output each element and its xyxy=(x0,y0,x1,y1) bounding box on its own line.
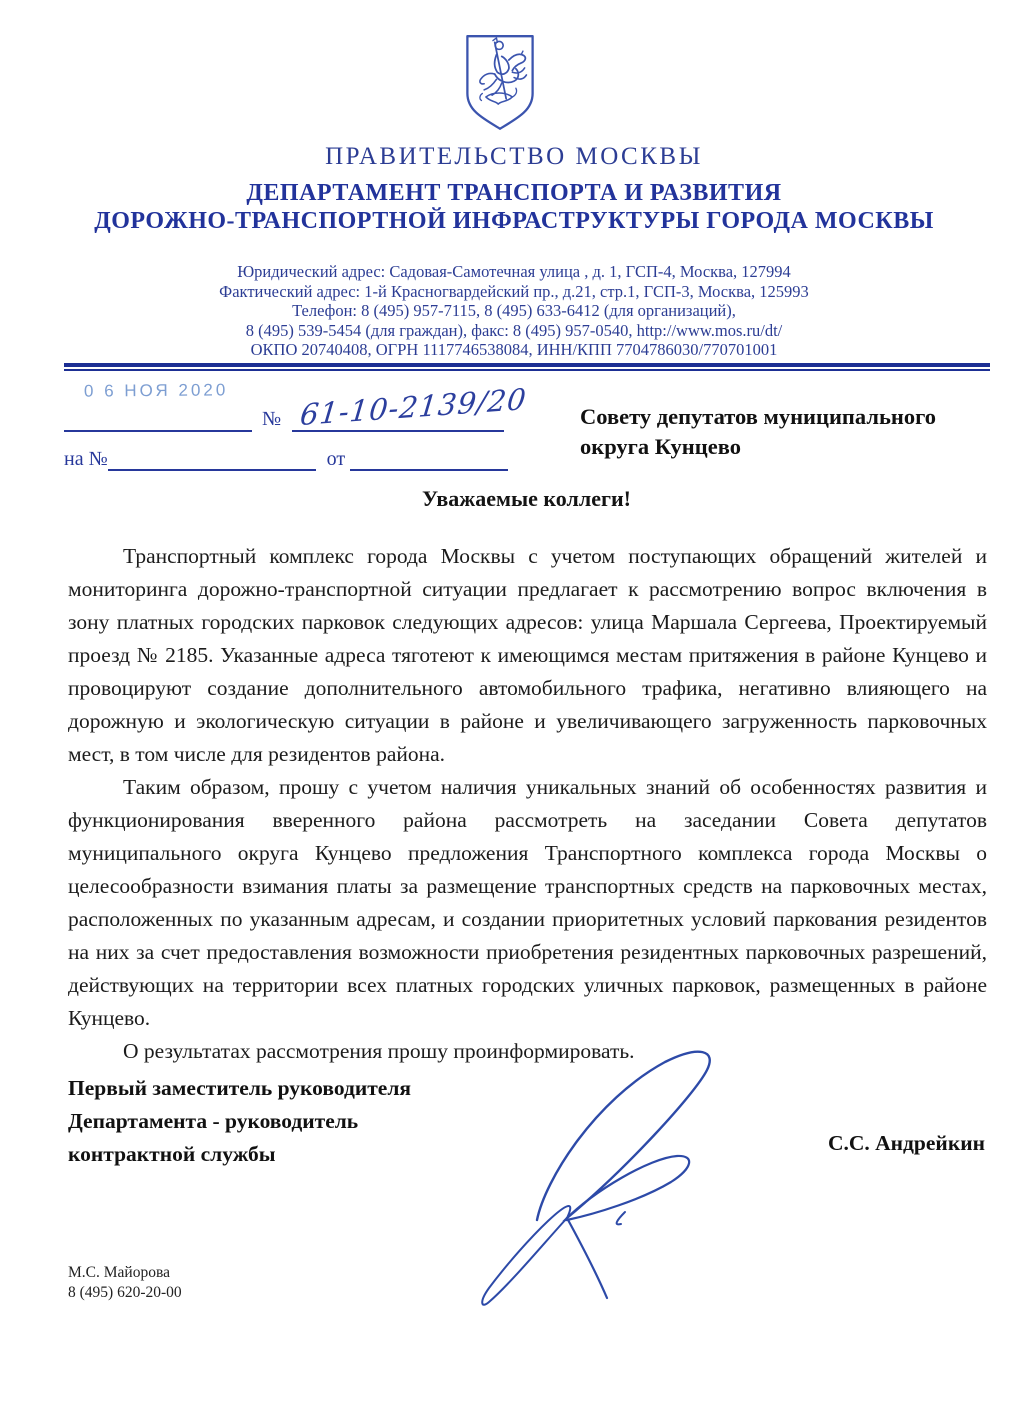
letter-body xyxy=(68,540,987,1068)
on-number-label: на № xyxy=(64,448,108,470)
from-label: от xyxy=(326,448,346,470)
number-label: № xyxy=(262,408,282,430)
phone-line-2: 8 (495) 539-5454 (для граждан), факс: 8 (495) 957-0540, http://www.mos.ru/dt/ xyxy=(245,320,783,340)
executor-block xyxy=(68,1263,182,1303)
body-paragraph-2: Таким образом, прошу с учетом наличия уникальных знаний об особенностях развития и функционирования вверенного района рассмотреть на заседании Совета депутатов муниципального округа Кунцево предложения Транспортного комплекса города Москвы о целесообразности взимания платы за размещение транспортных средств на парковочных местах, расположенных по указанным адресам, и создании приоритетных условий паркования резидентов на них за счет предоставления возможности приобретения резидентных парковочных разрешений, действующих на территории всех платных городских уличных парковок, размещенных в районе Кунцево. xyxy=(68,775,987,1030)
registration-codes: ОКПО 20740408, ОГРН 1117746538084, ИНН/КПП 7704786030/770701001 xyxy=(250,340,778,359)
signer-position-block xyxy=(68,1072,498,1171)
from-blank xyxy=(350,451,508,471)
phone-line-1: Телефон: 8 (495) 957-7115, 8 (495) 633-6412 (для организаций), xyxy=(292,301,736,320)
department-title-line1: ДЕПАРТАМЕНТ ТРАНСПОРТА И РАЗВИТИЯ xyxy=(246,180,782,206)
body-paragraph-3: О результатах рассмотрения прошу проинформировать. xyxy=(123,1039,635,1063)
salutation: Уважаемые коллеги! xyxy=(422,486,631,511)
letterhead-address-block xyxy=(64,262,964,360)
signer-name: С.С. Андрейкин xyxy=(827,1131,985,1155)
moscow-coat-of-arms-icon xyxy=(455,30,545,134)
signer-position-line3: контрактной службы xyxy=(68,1142,276,1166)
legal-address: Юридический адрес: Садовая-Самотечная улица , д. 1, ГСП-4, Москва, 127994 xyxy=(237,262,791,281)
date-underline xyxy=(64,430,252,432)
executor-name: М.С. Майорова xyxy=(68,1264,170,1281)
letterhead-divider-rule xyxy=(64,363,990,371)
recipient-block xyxy=(580,402,980,462)
reply-reference-row xyxy=(64,448,524,471)
signer-position-line1: Первый заместитель руководителя xyxy=(68,1076,412,1100)
signer-position-line2: Департамента - руководитель xyxy=(68,1109,359,1133)
government-title: ПРАВИТЕЛЬСТВО МОСКВЫ xyxy=(325,143,703,170)
on-number-blank xyxy=(108,451,316,471)
recipient-line2: округа Кунцево xyxy=(580,434,741,459)
handwritten-signature xyxy=(455,1030,755,1330)
recipient-line1: Совету депутатов муниципального xyxy=(580,404,936,429)
date-stamp: 0 6 НОЯ 2020 xyxy=(83,380,229,401)
actual-address: Фактический адрес: 1-й Красногвардейский пр., д.21, стр.1, ГСП-3, Москва, 125993 xyxy=(219,281,809,301)
body-paragraph-1: Транспортный комплекс города Москвы с учетом поступающих обращений жителей и мониторинга дорожно-транспортной ситуации предлагает к рассмотрению вопрос включения в зону платных городских парковок следующих адресов: улица Маршала Сергеева, Проектируемый проезд № 2185. Указанные адреса тяготеют к имеющимся местам притяжения в районе Кунцево и провоцируют создание дополнительного автомобильного трафика, негативно влияющего на дорожную и экологическую ситуации в районе и увеличивающего загруженность парковочных мест, в том числе для резидентов района. xyxy=(68,544,987,766)
department-title-line2: ДОРОЖНО-ТРАНСПОРТНОЙ ИНФРАСТРУКТУРЫ ГОРОДА МОСКВЫ xyxy=(94,208,934,234)
handwritten-outgoing-number: 61-10-2139/20 xyxy=(298,381,529,433)
executor-phone: 8 (495) 620-20-00 xyxy=(68,1284,182,1301)
